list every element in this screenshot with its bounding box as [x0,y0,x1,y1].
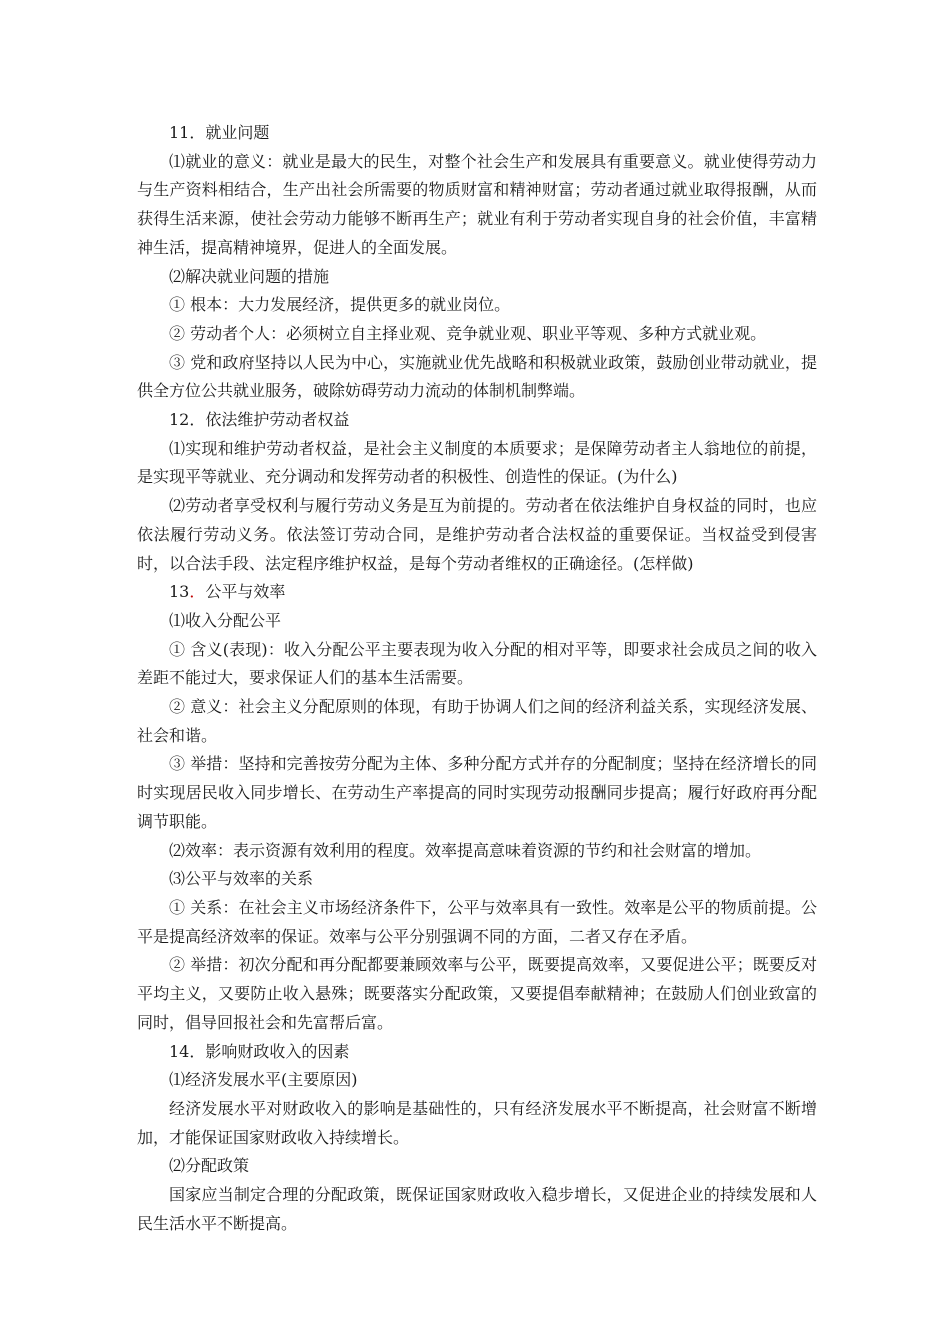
paragraph: ① 关系：在社会主义市场经济条件下，公平与效率具有一致性。效率是公平的物质前提。公平是提高经济效率的保证。效率与公平分别强调不同的方面，二者又存在矛盾。 [137,897,817,946]
paragraph: 经济发展水平对财政收入的影响是基础性的，只有经济发展水平不断提高，社会财富不断增加，才能保证国家财政收入持续增长。 [137,1098,817,1147]
section-heading-14: 14．影响财政收入的因素 [169,1041,350,1061]
section-heading-11: 11．就业问题 [169,123,270,142]
paragraph: ⑴就业的意义：就业是最大的民生，对整个社会生产和发展具有重要意义。就业使得劳动力与生产资料相结合，生产出社会所需要的物质财富和精神财富；劳动者通过就业取得报酬，从而获得生活来源，使社会劳动力能够不断再生产；就业有利于劳动者实现自身的社会价值，丰富精神生活，提高精神境界，促进人的全面发展。 [137,151,817,257]
section-heading-13 [137,578,817,607]
heading-text: 公平与效率 [205,582,286,602]
paragraph: ⑵劳动者享受权利与履行劳动义务是互为前提的。劳动者在依法维护自身权益的同时，也应依法履行劳动义务。依法签订劳动合同，是维护劳动者合法权益的重要保证。当权益受到侵害时，以合法手段、法定程序维护权益，是每个劳动者维权的正确途径。(怎样做) [137,496,817,573]
paragraph: ② 意义：社会主义分配原则的体现，有助于协调人们之间的经济利益关系，实现经济发展、社会和谐。 [137,697,817,745]
paragraph: ② 劳动者个人：必须树立自主择业观、竞争就业观、职业平等观、多种方式就业观。 [169,323,767,343]
paragraph: ⑵分配政策 [169,1156,250,1176]
paragraph: ⑶公平与效率的关系 [169,869,314,889]
heading-number: 13 [169,582,190,602]
heading-dot: ． [189,582,206,602]
paragraph: ① 根本：大力发展经济，提供更多的就业岗位。 [169,295,511,315]
paragraph: 国家应当制定合理的分配政策，既保证国家财政收入稳步增长，又促进企业的持续发展和人民生活水平不断提高。 [137,1185,817,1233]
paragraph: ⑴收入分配公平 [169,610,282,630]
section-heading-12: 12．依法维护劳动者权益 [169,410,350,430]
paragraph: ① 含义(表现)：收入分配公平主要表现为收入分配的相对平等，即要求社会成员之间的收入差距不能过大，要求保证人们的基本生活需要。 [137,639,817,688]
paragraph: ⑵效率：表示资源有效利用的程度。效率提高意味着资源的节约和社会财富的增加。 [169,840,762,860]
paragraph: ⑵解决就业问题的措施 [169,266,330,286]
paragraph: ⑴经济发展水平(主要原因) [169,1070,358,1090]
paragraph: ③ 举措：坚持和完善按劳分配为主体、多种分配方式并存的分配制度；坚持在经济增长的同时实现居民收入同步增长、在劳动生产率提高的同时实现劳动报酬同步提高；履行好政府再分配调节职能。 [137,754,817,831]
paragraph: ② 举措：初次分配和再分配都要兼顾效率与公平，既要提高效率，又要促进公平；既要反对平均主义，又要防止收入悬殊；既要落实分配政策，又要提倡奉献精神；在鼓励人们创业致富的同时，倡导回报社会和先富帮后富。 [137,955,817,1032]
paragraph: ③ 党和政府坚持以人民为中心，实施就业优先战略和积极就业政策，鼓励创业带动就业，提供全方位公共就业服务，破除妨碍劳动力流动的体制机制弊端。 [137,352,817,401]
paragraph: ⑴实现和维护劳动者权益，是社会主义制度的本质要求；是保障劳动者主人翁地位的前提，是实现平等就业、充分调动和发挥劳动者的积极性、创造性的保证。(为什么) [137,438,817,487]
document-page [137,119,817,1238]
